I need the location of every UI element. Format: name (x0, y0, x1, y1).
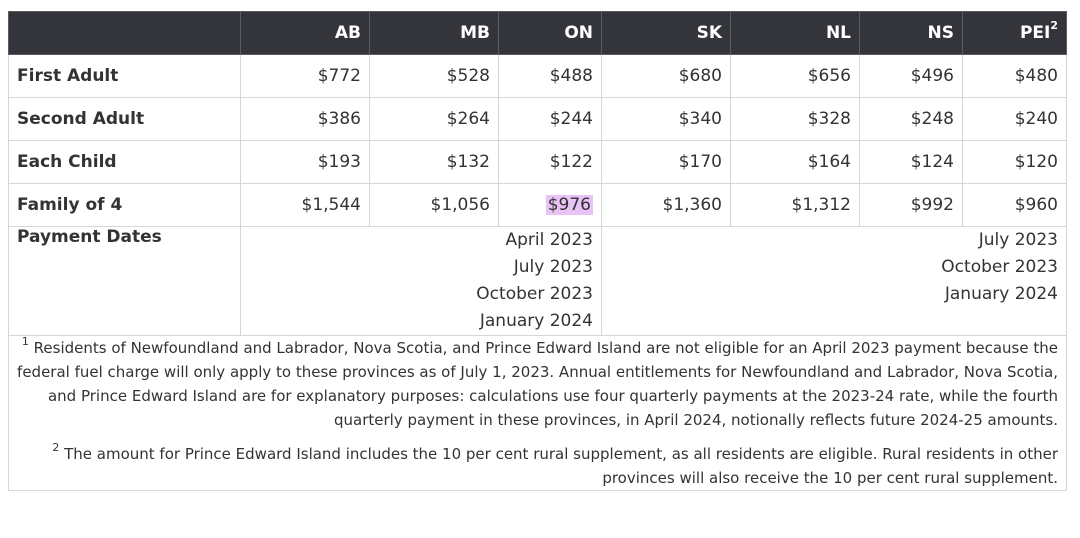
col-header-mb: MB (370, 12, 499, 55)
cell: $480 (963, 55, 1067, 98)
cell: $240 (963, 98, 1067, 141)
date-item: July 2023 (978, 230, 1058, 250)
cell: $992 (860, 184, 963, 227)
climate-payments-table (8, 11, 1067, 491)
row-label: Family of 4 (9, 184, 241, 227)
date-item: April 2023 (505, 230, 593, 250)
cell: $386 (241, 98, 370, 141)
cell: $244 (499, 98, 602, 141)
header-row (9, 12, 1067, 55)
footnote-text: The amount for Prince Edward Island includes the 10 per cent rural supplement, as all residents are eligible. Rural residents in other provinces will also receive the 10 per cent rural supplement. (64, 445, 1058, 487)
footnote-marker: 2 (52, 441, 60, 454)
date-item: July 2023 (513, 257, 593, 277)
footnote-marker: 1 (21, 335, 29, 348)
footnote-ref-2[interactable]: 2 (1050, 19, 1058, 33)
cell: $124 (860, 141, 963, 184)
cell: $248 (860, 98, 963, 141)
cell: $328 (731, 98, 860, 141)
cell: $164 (731, 141, 860, 184)
row-label: First Adult (9, 55, 241, 98)
col-header-pei (963, 12, 1067, 55)
cell: $132 (370, 141, 499, 184)
date-item: January 2024 (479, 311, 593, 331)
table-row (9, 141, 1067, 184)
cell: $340 (602, 98, 731, 141)
cell: $1,312 (731, 184, 860, 227)
footnote-2 (17, 442, 1058, 490)
row-label: Each Child (9, 141, 241, 184)
cell: $170 (602, 141, 731, 184)
date-item: October 2023 (941, 257, 1058, 277)
payment-dates-group-b (602, 227, 1067, 336)
footnotes (9, 336, 1067, 491)
cell-highlighted (499, 184, 602, 227)
col-header-pei-label: PEI (1019, 23, 1051, 43)
highlight-mark: $976 (547, 195, 591, 215)
cell: $122 (499, 141, 602, 184)
cell: $960 (963, 184, 1067, 227)
cell: $488 (499, 55, 602, 98)
table-row (9, 55, 1067, 98)
payment-dates-group-a (241, 227, 602, 336)
payment-dates-row (9, 227, 1067, 336)
cell: $1,544 (241, 184, 370, 227)
date-item: January 2024 (944, 284, 1058, 304)
cell: $656 (731, 55, 860, 98)
col-header-on: ON (499, 12, 602, 55)
header-corner (9, 12, 241, 55)
footnotes-row (9, 336, 1067, 491)
cell: $496 (860, 55, 963, 98)
date-item: October 2023 (476, 284, 593, 304)
footnote-text: Residents of Newfoundland and Labrador, Nova Scotia, and Prince Edward Island are not eligible for an April 2023 payment because the federal fuel charge will only apply to these provinces as of July 1, 2023. Annual entitlements for Newfoundland and Labrador, Nova Scotia, and Prince Edward Island are for explanatory purposes: calculations use four quarterly payments at the 2023-24 rate, while the fourth quarterly payment in these provinces, in April 2024, notionally reflects future 2024-25 amounts. (17, 339, 1058, 429)
cell: $120 (963, 141, 1067, 184)
col-header-nl: NL (731, 12, 860, 55)
cell: $1,056 (370, 184, 499, 227)
table-row (9, 98, 1067, 141)
cell: $193 (241, 141, 370, 184)
table-row (9, 184, 1067, 227)
col-header-ns: NS (860, 12, 963, 55)
row-label: Second Adult (9, 98, 241, 141)
cell: $680 (602, 55, 731, 98)
cell: $528 (370, 55, 499, 98)
footnote-1 (17, 336, 1058, 432)
cell: $1,360 (602, 184, 731, 227)
cell: $772 (241, 55, 370, 98)
cell: $264 (370, 98, 499, 141)
col-header-sk: SK (602, 12, 731, 55)
col-header-ab: AB (241, 12, 370, 55)
row-label: Payment Dates (9, 227, 241, 336)
